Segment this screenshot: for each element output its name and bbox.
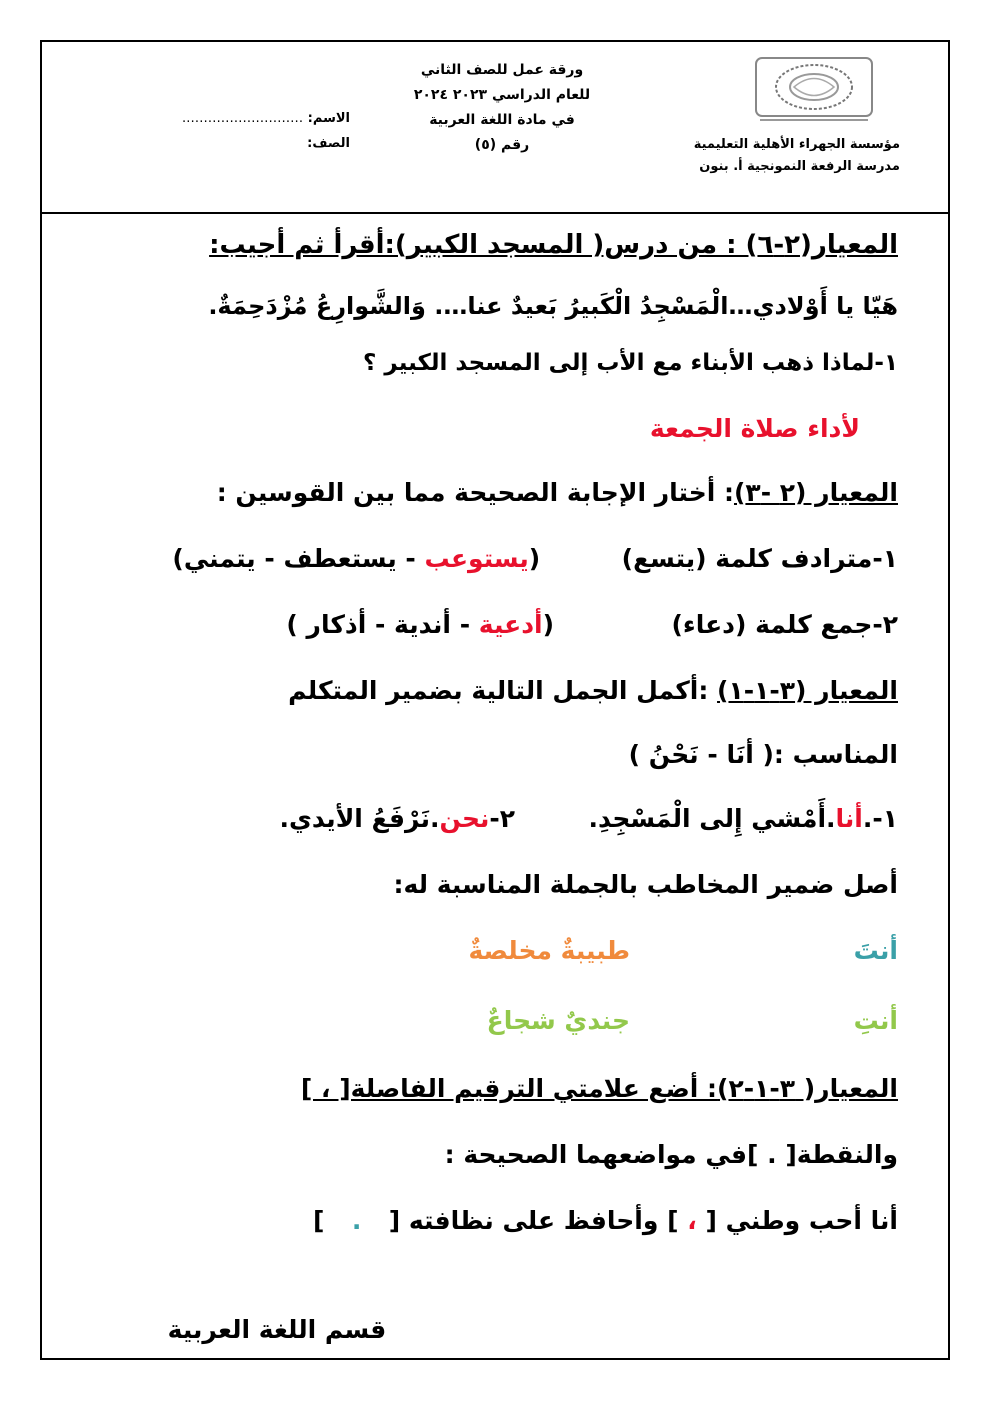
section4-part3: ] [312,1206,325,1235]
comma-answer[interactable]: ، [687,1206,697,1235]
school-logo-icon [750,54,878,124]
section3-s2-answer[interactable]: نحن [439,804,490,833]
section4-heading-label: المعيار( ٣-١-٢) [717,1074,898,1103]
section2-heading-rest: : أختار الإجابة الصحيحة مما بين القوسين : [216,478,734,507]
pair2-sentence[interactable]: جنديٌ شجاعٌ [486,1006,630,1035]
worksheet-frame [40,40,950,1360]
pair1-sentence[interactable]: طبيبةٌ مخلصةٌ [468,936,630,965]
section4-part1: أنا أحب وطني [ [705,1206,898,1235]
section1-heading: المعيار(٢-٦) : من درس( المسجد الكبير):أقرأ ثم أجيب: [209,230,898,260]
section2-q1-options: - يستعطف - يتمني) [172,544,425,573]
name-field[interactable]: ………………………. [182,111,304,126]
pair1-pronoun[interactable]: أنتَ [853,936,898,965]
section2-q2 [286,610,898,639]
section3-heading-line2: المناسب :( أنَا - نَحْنُ ) [628,740,898,769]
section2-q2-answer[interactable]: أدعية [478,610,543,639]
department-footer: قسم اللغة العربية [167,1315,387,1344]
subject: في مادة اللغة العربية [429,112,575,128]
section3-s1-answer[interactable]: أنا [835,804,863,833]
section3-s2-num: ٢- [489,804,516,833]
section2-q1-prefix: ١-مترادف كلمة (يتسع) [621,544,898,573]
section2-heading-label: المعيار (٢ -٣) [733,478,898,507]
section1-answer: لأداء صلاة الجمعة [649,414,860,443]
school-name: مدرسة الرفعة النمونجية أ. بنون [699,159,900,174]
section3-s1-num: ١-. [862,804,898,833]
section4-heading-rest: : أضع علامتي الترقيم الفاصلة[ ، ] [300,1074,718,1103]
section2-heading [217,478,898,507]
section2-q1 [88,544,898,573]
section3-heading-rest: :أكمل الجمل التالية بضمير المتكلم [288,676,718,705]
name-label: الاسم: [307,111,350,126]
section1-passage: هَيّا يا أَوْلادي…الْمَسْجِدُ الْكَبيرُ بَعيدٌ عنا…. وَالشَّوارِعُ مُزْدَحِمَةٌ. [208,292,898,320]
section3-heading-label: المعيار (٣-١-١) [717,676,898,705]
section3-heading [288,676,898,705]
section4-part2: ] وأحافظ على نظافته [ [388,1206,679,1235]
section2-q2-open: ( [542,610,555,639]
school-year: للعام الدراسي ٢٠٢٣ ٢٠٢٤ [413,87,591,103]
section2-q1-answer[interactable]: يستوعب [424,544,529,573]
worksheet-header [42,42,948,214]
worksheet-number: رقم (٥) [474,137,530,153]
school-info [694,134,900,178]
section4-sentence [313,1206,898,1235]
pair2-pronoun[interactable]: أنتِ [853,1006,898,1035]
section2-q2-options: - أندية - أذكار ) [286,610,479,639]
section1-question: ١-لماذا ذهب الأبناء مع الأب إلى المسجد الكبير ؟ [363,350,898,376]
worksheet-title: ورقة عمل للصف الثاني [420,62,584,78]
period-answer[interactable]: . [351,1206,362,1235]
student-info [102,106,350,156]
section3-s1-rest: .أَمْشي إِلى الْمَسْجِدِ. [588,804,836,833]
section2-q1-open: ( [528,544,541,573]
section2-q2-prefix: ٢-جمع كلمة (دعاء) [671,610,898,639]
class-label[interactable]: الصف: [307,136,350,151]
connect-heading: أصل ضمير المخاطب بالجملة المناسبة له: [393,870,898,899]
org-name: مؤسسة الجهراء الأهلية التعليمية [693,137,900,152]
section4-heading [301,1074,898,1103]
section4-heading-line2: والنقطة[ . ]في مواضعهما الصحيحة : [444,1140,898,1169]
worksheet-title-block [372,58,632,158]
section3-s2-rest: .نَرْفَعُ الأيدي. [279,804,440,833]
section3-sentences [279,804,898,833]
